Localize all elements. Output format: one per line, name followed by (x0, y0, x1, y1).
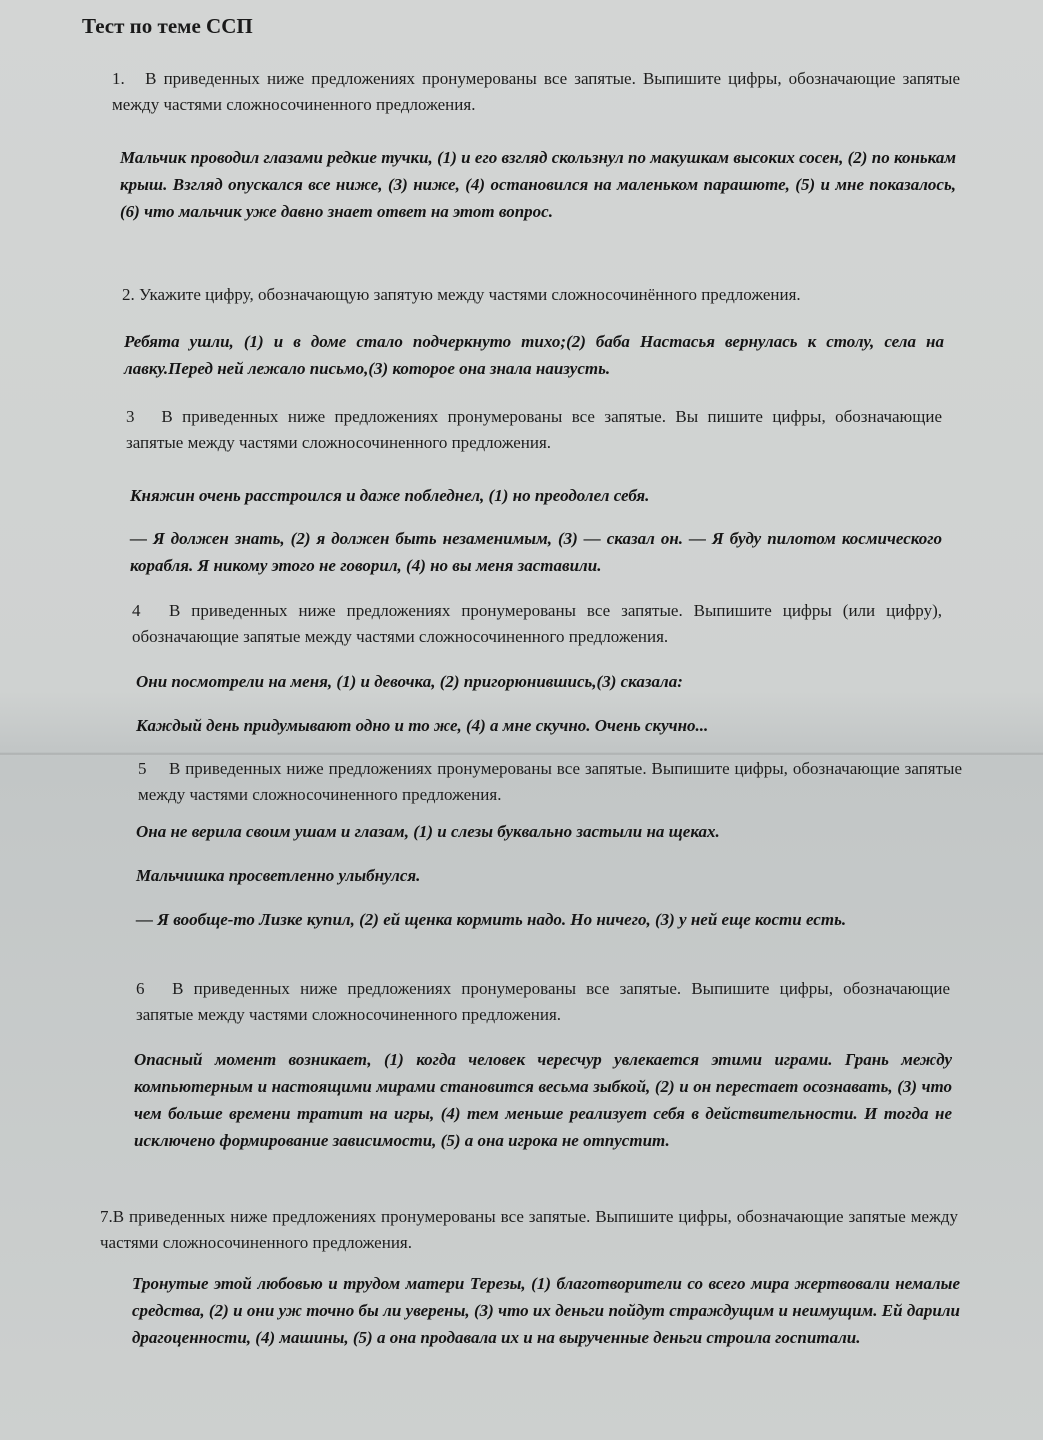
question-7-example (132, 1270, 960, 1351)
question-1-prompt (112, 66, 960, 118)
question-text: В приведенных ниже предложениях пронумерованы все запятые. Выпишите цифры, обозначающие запятые между частями сложносочиненного предложения. (112, 69, 961, 114)
example-paragraph: — Я вообще-то Лизке купил, (2) ей щенка кормить надо. Но ничего, (3) у ней еще кости есть. (136, 910, 847, 929)
example-paragraph: Они посмотрели на меня, (1) и девочка, (2) пригорюнившись,(3) сказала: (136, 672, 683, 691)
example-paragraph: Княжин очень расстроился и даже побледнел, (1) но преодолел себя. (130, 486, 650, 505)
question-5-example (136, 818, 948, 933)
question-text: В приведенных ниже предложениях пронумерованы все запятые. Выпишите цифры, обозначающие запятые между частями сложносочиненного предложения. (100, 1207, 958, 1252)
question-number: 2. (122, 285, 135, 304)
question-number: 7. (100, 1207, 113, 1226)
question-number: 6 (136, 979, 145, 998)
question-7-prompt (100, 1204, 958, 1256)
example-paragraph: Тронутые этой любовью и трудом матери Терезы, (1) благотворители со всего мира жертвовали немалые средства, (2) и они уж точно бы ли уверены, (3) что их деньги пойдут страждущим и неимущим. Ей дарили драгоценности, (4) машины, (5) а она продавала их и на вырученные деньги строила госпитали. (132, 1274, 960, 1347)
example-paragraph: Она не верила своим ушам и глазам, (1) и слезы буквально застыли на щеках. (136, 822, 720, 841)
question-4-example (136, 668, 942, 739)
question-number: 1. (112, 69, 125, 88)
question-4-prompt (132, 598, 942, 650)
question-2-prompt (122, 282, 940, 308)
question-5-prompt (138, 756, 962, 808)
example-paragraph: Каждый день придумывают одно и то же, (4) а мне скучно. Очень скучно... (136, 716, 709, 735)
question-text: В приведенных ниже предложениях пронумерованы все запятые. Выпишите цифры (или цифру), обозначающие запятые между частями сложносочиненного предложения. (132, 601, 942, 646)
question-text: Укажите цифру, обозначающую запятую между частями сложносочинённого предложения. (139, 285, 801, 304)
example-paragraph: Опасный момент возникает, (1) когда человек чересчур увлекается этими играми. Грань между компьютерным и настоящими мирами становится весьма зыбкой, (2) и он перестает осознавать, (3) что чем больше времени тратит на игры, (4) тем меньше реализует себя в действительности. И тогда не исключено формирование зависимости, (5) а она игрока не отпустит. (134, 1050, 952, 1150)
question-6-prompt (136, 976, 950, 1028)
question-number: 5 (138, 759, 147, 778)
question-3-example (130, 482, 942, 579)
question-number: 4 (132, 601, 141, 620)
question-6-example (134, 1046, 952, 1154)
question-1-example (120, 144, 956, 225)
page-title: Тест по теме ССП (82, 14, 253, 38)
question-text: В приведенных ниже предложениях пронумерованы все запятые. Выпишите цифры, обозначающие запятые между частями сложносочиненного предложения. (138, 759, 962, 804)
question-3-prompt (126, 404, 942, 456)
question-number: 3 (126, 407, 135, 426)
example-paragraph: Ребята ушли, (1) и в доме стало подчеркнуто тихо;(2) баба Настасья вернулась к столу, села на лавку.Перед ней лежало письмо,(3) которое она знала наизусть. (124, 332, 944, 378)
question-text: В приведенных ниже предложениях пронумерованы все запятые. Выпишите цифры, обозначающие запятые между частями сложносочиненного предложения. (136, 979, 950, 1024)
question-2-example (124, 328, 944, 382)
example-paragraph: — Я должен знать, (2) я должен быть незаменимым, (3) — сказал он. — Я буду пилотом космического корабля. Я никому этого не говорил, (4) но вы меня заставили. (130, 529, 942, 575)
example-paragraph: Мальчишка просветленно улыбнулся. (136, 866, 421, 885)
question-text: В приведенных ниже предложениях пронумерованы все запятые. Вы пишите цифры, обозначающие запятые между частями сложносочиненного предложения. (126, 407, 942, 452)
example-paragraph: Мальчик проводил глазами редкие тучки, (1) и его взгляд скользнул по макушкам высоких сосен, (2) по конькам крыш. Взгляд опускался все ниже, (3) ниже, (4) остановился на маленьком парашюте, (5) и мне показалось, (6) что мальчик уже давно знает ответ на этот вопрос. (120, 148, 956, 221)
